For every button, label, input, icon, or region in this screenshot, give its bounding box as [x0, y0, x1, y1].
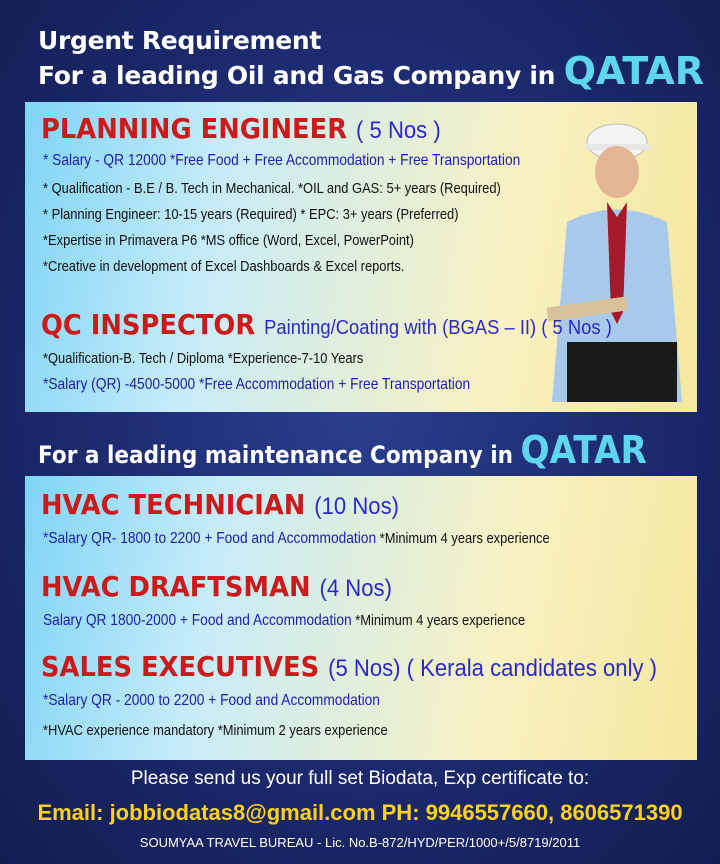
- job4-count: (4 Nos): [319, 575, 392, 602]
- job3-title-row: [41, 488, 399, 521]
- job4-details: [43, 612, 525, 630]
- job2-line-2: *Salary (QR) -4500-5000 *Free Accommodation + Free Transportation: [43, 376, 471, 393]
- job5-note: *HVAC experience mandatory *Minimum 2 years experience: [43, 722, 388, 739]
- job3-salary: *Salary QR- 1800 to 2200 + Food and Accommodation: [43, 530, 377, 547]
- header-country: QATAR: [563, 49, 704, 93]
- section2-country: QATAR: [520, 428, 647, 472]
- job3-details: [43, 530, 550, 548]
- job1-line-3: * Planning Engineer: 10-15 years (Required) * EPC: 3+ years (Preferred): [43, 206, 459, 223]
- job1-line-5: *Creative in development of Excel Dashboards & Excel reports.: [43, 258, 405, 275]
- job5-count: (5 Nos) ( Kerala candidates only ): [328, 655, 658, 682]
- job4-title: HVAC DRAFTSMAN: [41, 570, 311, 603]
- job4-title-row: [41, 570, 392, 603]
- job3-note: *Minimum 4 years experience: [379, 530, 550, 547]
- job4-salary: Salary QR 1800-2000 + Food and Accommodation: [43, 612, 352, 629]
- job1-title-row: [41, 112, 441, 145]
- job5-title: SALES EXECUTIVES: [41, 650, 320, 683]
- header-line2: [38, 49, 704, 93]
- job2-detail: Painting/Coating with (BGAS – II) ( 5 Nos ): [264, 317, 612, 339]
- job2-line-1: *Qualification-B. Tech / Diploma *Experience-7-10 Years: [43, 350, 364, 367]
- footer-contact: Email: jobbiodatas8@gmail.com PH: 9946557660, 8606571390: [37, 800, 683, 825]
- job5-salary: *Salary QR - 2000 to 2200 + Food and Accommodation: [43, 692, 380, 709]
- header-line1: Urgent Requirement: [38, 26, 322, 55]
- job1-title: PLANNING ENGINEER: [41, 112, 348, 145]
- job1-line-4: *Expertise in Primavera P6 *MS office (Word, Excel, PowerPoint): [43, 232, 414, 249]
- job1-line-1: * Salary - QR 12000 *Free Food + Free Accommodation + Free Transportation: [43, 152, 521, 169]
- header-line2-text: For a leading Oil and Gas Company in: [38, 61, 556, 90]
- footer-license: SOUMYAA TRAVEL BUREAU - Lic. No.B-872/HYD/PER/1000+/5/8719/2011: [139, 835, 581, 850]
- job5-title-row: [41, 650, 657, 683]
- section2-heading: [38, 428, 647, 472]
- job4-note: *Minimum 4 years experience: [355, 612, 526, 629]
- job3-count: (10 Nos): [314, 493, 399, 520]
- section2-heading-text: For a leading maintenance Company in: [38, 441, 513, 469]
- oil-gas-panel: [25, 102, 697, 412]
- header: [38, 26, 704, 91]
- footer-send-text: Please send us your full set Biodata, Exp certificate to:: [130, 768, 590, 789]
- job3-title: HVAC TECHNICIAN: [41, 488, 306, 521]
- job1-count: ( 5 Nos ): [356, 117, 441, 144]
- job2-title-row: [41, 308, 612, 341]
- job2-title: QC INSPECTOR: [41, 308, 256, 341]
- engineer-illustration: [497, 102, 697, 402]
- job1-line-2: * Qualification - B.E / B. Tech in Mechanical. *OIL and GAS: 5+ years (Required): [43, 180, 501, 197]
- maintenance-panel: [25, 476, 697, 760]
